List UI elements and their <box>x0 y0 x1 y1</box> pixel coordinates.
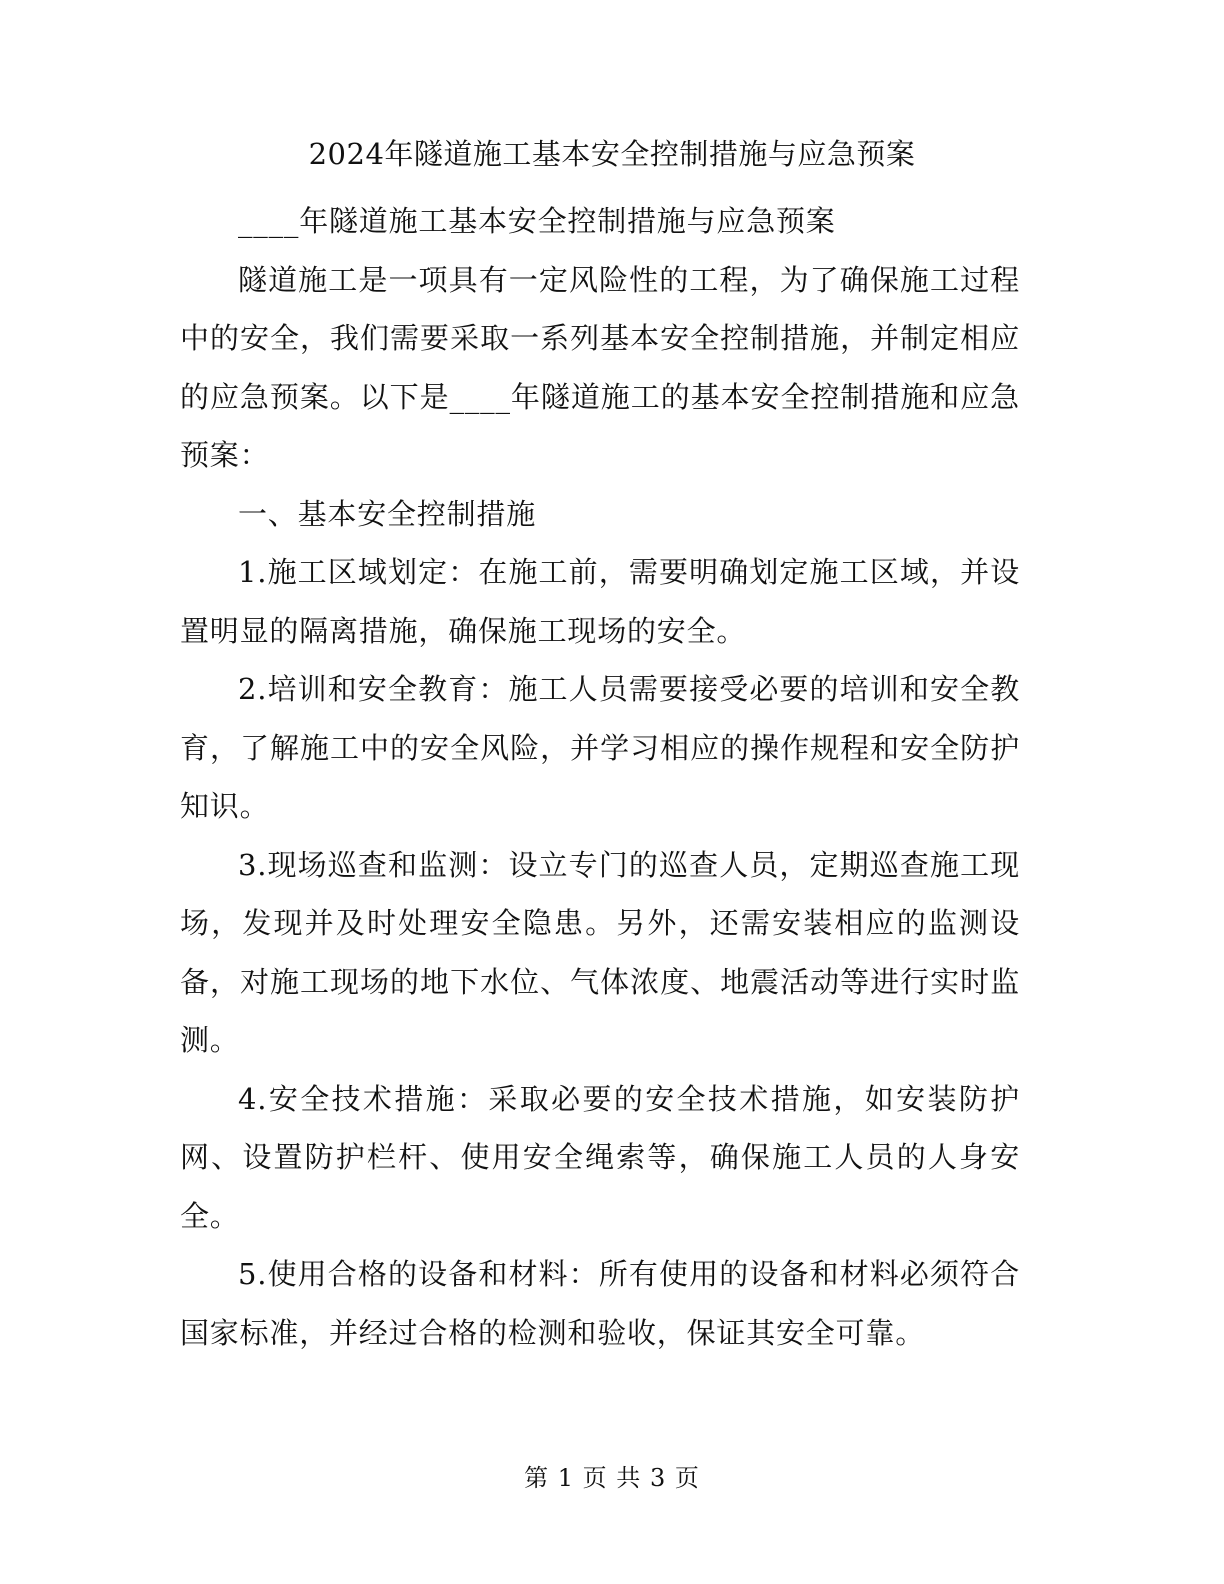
document-title: 2024年隧道施工基本安全控制措施与应急预案 <box>308 137 916 171</box>
measure-item-3: 3.现场巡查和监测：设立专门的巡查人员，定期巡查施工现场，发现并及时处理安全隐患。另外，还需安装相应的监测设备，对施工现场的地下水位、气体浓度、地震活动等进行实时监测。 <box>180 847 1020 1057</box>
intro-paragraph: 隧道施工是一项具有一定风险性的工程，为了确保施工过程中的安全，我们需要采取一系列基本安全控制措施，并制定相应的应急预案。以下是____年隧道施工的基本安全控制措施和应急预案： <box>180 262 1020 472</box>
measure-item-2: 2.培训和安全教育：施工人员需要接受必要的培训和安全教育，了解施工中的安全风险，并学习相应的操作规程和安全防护知识。 <box>180 672 1020 823</box>
document-body <box>180 192 1020 1362</box>
subtitle-paragraph: ____年隧道施工基本安全控制措施与应急预案 <box>238 204 836 238</box>
measure-item-1: 1.施工区域划定：在施工前，需要明确划定施工区域，并设置明显的隔离措施，确保施工现场的安全。 <box>180 555 1020 648</box>
section-heading: 一、基本安全控制措施 <box>238 496 537 531</box>
measure-item-4: 4.安全技术措施：采取必要的安全技术措施，如安装防护网、设置防护栏杆、使用安全绳索等，确保施工人员的人身安全。 <box>180 1081 1020 1233</box>
page-number-footer: 第 1 页 共 3 页 <box>524 1464 700 1492</box>
measure-item-5: 5.使用合格的设备和材料：所有使用的设备和材料必须符合国家标准，并经过合格的检测和验收，保证其安全可靠。 <box>180 1257 1020 1350</box>
